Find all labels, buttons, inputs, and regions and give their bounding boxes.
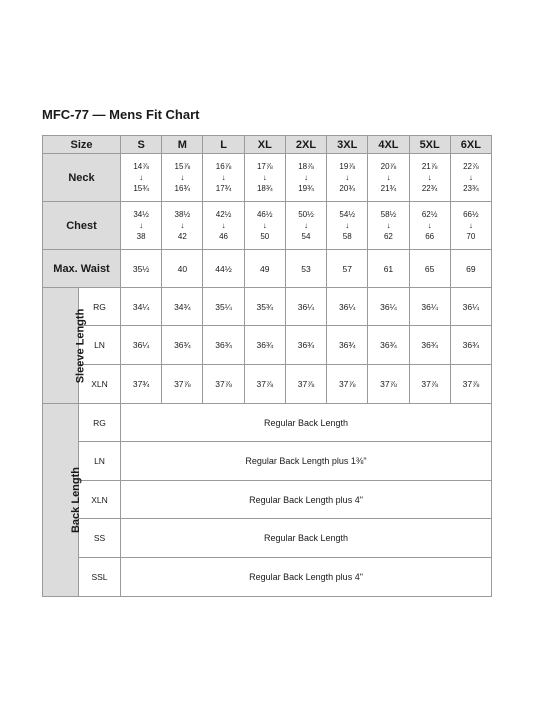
sleeve-value: 36¼ xyxy=(409,288,450,326)
size-6xl: 6XL xyxy=(450,136,491,154)
sleeve-value: 37⅞ xyxy=(450,365,491,404)
size-m: M xyxy=(162,136,203,154)
neck-range: 15⅞ ↓ 16¾ xyxy=(162,154,203,202)
sleeve-row xyxy=(43,365,492,404)
back-length-value: Regular Back Length plus 4" xyxy=(121,558,492,597)
waist-value: 61 xyxy=(368,250,409,288)
neck-range: 21⅞ ↓ 22¾ xyxy=(409,154,450,202)
back-length-row xyxy=(43,481,492,519)
sleeve-value: 37⅞ xyxy=(162,365,203,404)
waist-value: 49 xyxy=(244,250,285,288)
chest-range: 54½ ↓ 58 xyxy=(327,202,368,250)
neck-row xyxy=(43,154,492,202)
chest-range: 38½ ↓ 42 xyxy=(162,202,203,250)
chest-row xyxy=(43,202,492,250)
size-4xl: 4XL xyxy=(368,136,409,154)
waist-value: 35½ xyxy=(121,250,162,288)
waist-value: 40 xyxy=(162,250,203,288)
sleeve-value: 36¾ xyxy=(285,326,326,365)
size-header-row xyxy=(43,136,492,154)
sleeve-value: 34¼ xyxy=(121,288,162,326)
sleeve-value: 37⅞ xyxy=(327,365,368,404)
back-length-value: Regular Back Length xyxy=(121,404,492,442)
size-3xl: 3XL xyxy=(327,136,368,154)
sleeve-sub-label: RG xyxy=(79,288,121,326)
back-sub-label: RG xyxy=(79,404,121,442)
chest-range: 58½ ↓ 62 xyxy=(368,202,409,250)
sleeve-value: 36¼ xyxy=(121,326,162,365)
back-length-label: Back Length xyxy=(43,404,79,597)
back-length-value: Regular Back Length xyxy=(121,519,492,558)
neck-range: 18⅞ ↓ 19¾ xyxy=(285,154,326,202)
size-label: Size xyxy=(43,136,121,154)
back-length-row xyxy=(43,442,492,481)
neck-range: 17⅞ ↓ 18¾ xyxy=(244,154,285,202)
chest-range: 42½ ↓ 46 xyxy=(203,202,244,250)
neck-range: 22⅞ ↓ 23¾ xyxy=(450,154,491,202)
back-length-row xyxy=(43,558,492,597)
chest-range: 62½ ↓ 66 xyxy=(409,202,450,250)
size-xl: XL xyxy=(244,136,285,154)
sleeve-value: 37⅞ xyxy=(368,365,409,404)
sleeve-value: 36¾ xyxy=(162,326,203,365)
waist-value: 69 xyxy=(450,250,491,288)
neck-range: 16⅞ ↓ 17¾ xyxy=(203,154,244,202)
sleeve-sub-label: XLN xyxy=(79,365,121,404)
chest-range: 46½ ↓ 50 xyxy=(244,202,285,250)
sleeve-value: 36¼ xyxy=(327,288,368,326)
sleeve-value: 36¾ xyxy=(203,326,244,365)
back-sub-label: SS xyxy=(79,519,121,558)
chest-range: 34½ ↓ 38 xyxy=(121,202,162,250)
sleeve-value: 36¼ xyxy=(368,288,409,326)
neck-range: 20⅞ ↓ 21¾ xyxy=(368,154,409,202)
sleeve-value: 35¾ xyxy=(244,288,285,326)
sleeve-value: 37⅞ xyxy=(203,365,244,404)
neck-range: 14⅞ ↓ 15¾ xyxy=(121,154,162,202)
back-sub-label: SSL xyxy=(79,558,121,597)
back-length-value: Regular Back Length plus 1⅜" xyxy=(121,442,492,481)
waist-value: 44½ xyxy=(203,250,244,288)
sleeve-value: 36¼ xyxy=(450,288,491,326)
size-s: S xyxy=(121,136,162,154)
sleeve-value: 37¾ xyxy=(121,365,162,404)
sleeve-value: 36¼ xyxy=(285,288,326,326)
size-5xl: 5XL xyxy=(409,136,450,154)
chest-range: 50½ ↓ 54 xyxy=(285,202,326,250)
sleeve-sub-label: LN xyxy=(79,326,121,365)
waist-value: 65 xyxy=(409,250,450,288)
sleeve-value: 36¾ xyxy=(244,326,285,365)
waist-row xyxy=(43,250,492,288)
fit-chart-table xyxy=(42,135,492,597)
sleeve-value: 37⅞ xyxy=(409,365,450,404)
neck-range: 19⅞ ↓ 20¾ xyxy=(327,154,368,202)
sleeve-row xyxy=(43,326,492,365)
waist-value: 57 xyxy=(327,250,368,288)
size-l: L xyxy=(203,136,244,154)
sleeve-value: 36¾ xyxy=(368,326,409,365)
chest-label: Chest xyxy=(43,202,121,250)
sleeve-length-label: Sleeve Length xyxy=(43,288,79,404)
waist-value: 53 xyxy=(285,250,326,288)
chart-title: MFC-77 — Mens Fit Chart xyxy=(42,107,200,122)
back-sub-label: XLN xyxy=(79,481,121,519)
sleeve-value: 36¾ xyxy=(327,326,368,365)
sleeve-value: 36¾ xyxy=(409,326,450,365)
sleeve-row xyxy=(43,288,492,326)
size-2xl: 2XL xyxy=(285,136,326,154)
sleeve-value: 37⅞ xyxy=(285,365,326,404)
sleeve-value: 35¼ xyxy=(203,288,244,326)
neck-label: Neck xyxy=(43,154,121,202)
waist-label: Max. Waist xyxy=(43,250,121,288)
back-length-value: Regular Back Length plus 4" xyxy=(121,481,492,519)
sleeve-value: 37⅞ xyxy=(244,365,285,404)
sleeve-value: 36¾ xyxy=(450,326,491,365)
back-sub-label: LN xyxy=(79,442,121,481)
back-length-row xyxy=(43,519,492,558)
chest-range: 66½ ↓ 70 xyxy=(450,202,491,250)
sleeve-value: 34¾ xyxy=(162,288,203,326)
back-length-row xyxy=(43,404,492,442)
